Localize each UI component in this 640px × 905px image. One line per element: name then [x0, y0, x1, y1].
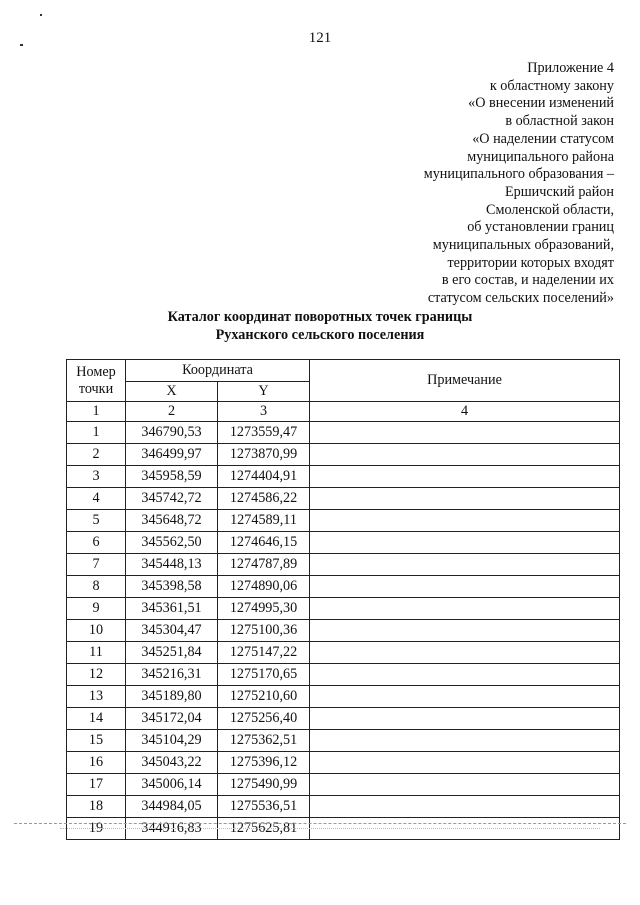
point-number-cell: 10 — [67, 620, 126, 642]
appendix-line: муниципального района — [467, 148, 614, 165]
y-coordinate-cell: 1275396,12 — [218, 752, 310, 774]
scan-artifact-line — [60, 828, 600, 830]
header-point-number-line-2: точки — [78, 380, 114, 397]
x-coordinate-cell: 345648,72 — [126, 510, 218, 532]
table-row — [67, 510, 620, 532]
table-row — [67, 554, 620, 576]
y-coordinate-cell: 1275362,51 — [218, 730, 310, 752]
table-row — [67, 488, 620, 510]
point-number-cell: 1 — [67, 422, 126, 444]
point-number-cell: 4 — [67, 488, 126, 510]
x-coordinate-cell: 345189,80 — [126, 686, 218, 708]
appendix-line: Приложение 4 — [527, 60, 614, 76]
column-index-1: 1 — [67, 402, 126, 422]
note-cell — [310, 774, 620, 796]
header-point-number — [67, 360, 126, 402]
point-number-cell: 9 — [67, 598, 126, 620]
point-number-cell: 12 — [67, 664, 126, 686]
appendix-line: статусом сельских поселений» — [427, 290, 614, 307]
note-cell — [310, 422, 620, 444]
table-row — [67, 466, 620, 488]
y-coordinate-cell: 1274404,91 — [218, 466, 310, 488]
x-coordinate-cell: 344984,05 — [126, 796, 218, 818]
y-coordinate-cell: 1275170,65 — [218, 664, 310, 686]
catalog-title-line-2: Руханского сельского поселения — [215, 326, 425, 343]
note-cell — [310, 686, 620, 708]
table-row — [67, 598, 620, 620]
point-number-cell: 7 — [67, 554, 126, 576]
x-coordinate-cell: 345958,59 — [126, 466, 218, 488]
table-row — [67, 752, 620, 774]
table-row — [67, 642, 620, 664]
appendix-line: «О внесении изменений — [468, 95, 614, 112]
appendix-heading — [294, 60, 614, 308]
x-coordinate-cell: 345172,04 — [126, 708, 218, 730]
note-cell — [310, 708, 620, 730]
appendix-line: муниципальных образований, — [432, 237, 614, 254]
note-cell — [310, 752, 620, 774]
table-row — [67, 686, 620, 708]
table-row — [67, 576, 620, 598]
x-coordinate-cell: 346790,53 — [126, 422, 218, 444]
table-row — [67, 444, 620, 466]
x-coordinate-cell: 345562,50 — [126, 532, 218, 554]
appendix-line: Ершичский район — [504, 183, 614, 200]
table-row — [67, 730, 620, 752]
point-number-cell: 13 — [67, 686, 126, 708]
note-cell — [310, 598, 620, 620]
y-coordinate-cell: 1275536,51 — [218, 796, 310, 818]
note-cell — [310, 488, 620, 510]
table-row — [67, 796, 620, 818]
x-coordinate-cell: 345104,29 — [126, 730, 218, 752]
note-cell — [310, 532, 620, 554]
x-coordinate-cell: 345742,72 — [126, 488, 218, 510]
point-number-cell: 14 — [67, 708, 126, 730]
y-coordinate-cell: 1275100,36 — [218, 620, 310, 642]
x-coordinate-cell: 345361,51 — [126, 598, 218, 620]
y-coordinate-cell: 1274589,11 — [218, 510, 310, 532]
table-row — [67, 774, 620, 796]
point-number-cell: 17 — [67, 774, 126, 796]
appendix-line: в областной закон — [505, 113, 614, 130]
point-number-cell: 15 — [67, 730, 126, 752]
y-coordinate-cell: 1275625,81 — [218, 818, 310, 840]
point-number-cell: 11 — [67, 642, 126, 664]
note-cell — [310, 510, 620, 532]
header-y: Y — [218, 382, 310, 402]
point-number-cell: 8 — [67, 576, 126, 598]
header-coordinate: Координата — [126, 360, 310, 382]
point-number-cell: 2 — [67, 444, 126, 466]
table-row — [67, 422, 620, 444]
appendix-line: об установлении границ — [467, 219, 614, 236]
y-coordinate-cell: 1275210,60 — [218, 686, 310, 708]
x-coordinate-cell: 345251,84 — [126, 642, 218, 664]
table-row — [67, 708, 620, 730]
note-cell — [310, 576, 620, 598]
point-number-cell: 18 — [67, 796, 126, 818]
y-coordinate-cell: 1274646,15 — [218, 532, 310, 554]
y-coordinate-cell: 1273870,99 — [218, 444, 310, 466]
note-cell — [310, 554, 620, 576]
note-cell — [310, 466, 620, 488]
table-row — [67, 532, 620, 554]
column-index-2: 2 — [126, 402, 218, 422]
appendix-line: Смоленской области, — [486, 201, 614, 218]
point-number-cell: 3 — [67, 466, 126, 488]
y-coordinate-cell: 1275147,22 — [218, 642, 310, 664]
header-point-number-line-1: Номер — [76, 363, 116, 380]
y-coordinate-cell: 1273559,47 — [218, 422, 310, 444]
x-coordinate-cell: 345006,14 — [126, 774, 218, 796]
point-number-cell: 19 — [67, 818, 126, 840]
appendix-line: в его состав, и наделении их — [441, 272, 614, 289]
note-cell — [310, 664, 620, 686]
note-cell — [310, 796, 620, 818]
x-coordinate-cell: 346499,97 — [126, 444, 218, 466]
x-coordinate-cell: 345398,58 — [126, 576, 218, 598]
header-x: X — [126, 382, 218, 402]
scan-speck — [40, 14, 42, 16]
appendix-line: к областному закону — [489, 77, 614, 94]
catalog-title-line-1: Каталог координат поворотных точек границы — [167, 309, 473, 325]
table-row — [67, 620, 620, 642]
catalog-title — [0, 309, 640, 344]
y-coordinate-cell: 1274890,06 — [218, 576, 310, 598]
page-number: 121 — [308, 30, 332, 46]
x-coordinate-cell: 345304,47 — [126, 620, 218, 642]
y-coordinate-cell: 1274586,22 — [218, 488, 310, 510]
y-coordinate-cell: 1274787,89 — [218, 554, 310, 576]
column-index-4: 4 — [310, 402, 620, 422]
appendix-line: «О наделении статусом — [472, 130, 614, 147]
x-coordinate-cell: 344916,83 — [126, 818, 218, 840]
y-coordinate-cell: 1274995,30 — [218, 598, 310, 620]
x-coordinate-cell: 345043,22 — [126, 752, 218, 774]
note-cell — [310, 730, 620, 752]
point-number-cell: 5 — [67, 510, 126, 532]
note-cell — [310, 620, 620, 642]
column-index-3: 3 — [218, 402, 310, 422]
note-cell — [310, 642, 620, 664]
table-row — [67, 664, 620, 686]
y-coordinate-cell: 1275490,99 — [218, 774, 310, 796]
x-coordinate-cell: 345448,13 — [126, 554, 218, 576]
y-coordinate-cell: 1275256,40 — [218, 708, 310, 730]
header-note: Примечание — [310, 360, 620, 402]
note-cell — [310, 444, 620, 466]
x-coordinate-cell: 345216,31 — [126, 664, 218, 686]
point-number-cell: 16 — [67, 752, 126, 774]
point-number-cell: 6 — [67, 532, 126, 554]
appendix-line: территории которых входят — [447, 254, 614, 271]
appendix-line: муниципального образования – — [423, 166, 614, 183]
scan-artifact-line — [14, 823, 626, 825]
coordinates-table — [66, 359, 620, 840]
